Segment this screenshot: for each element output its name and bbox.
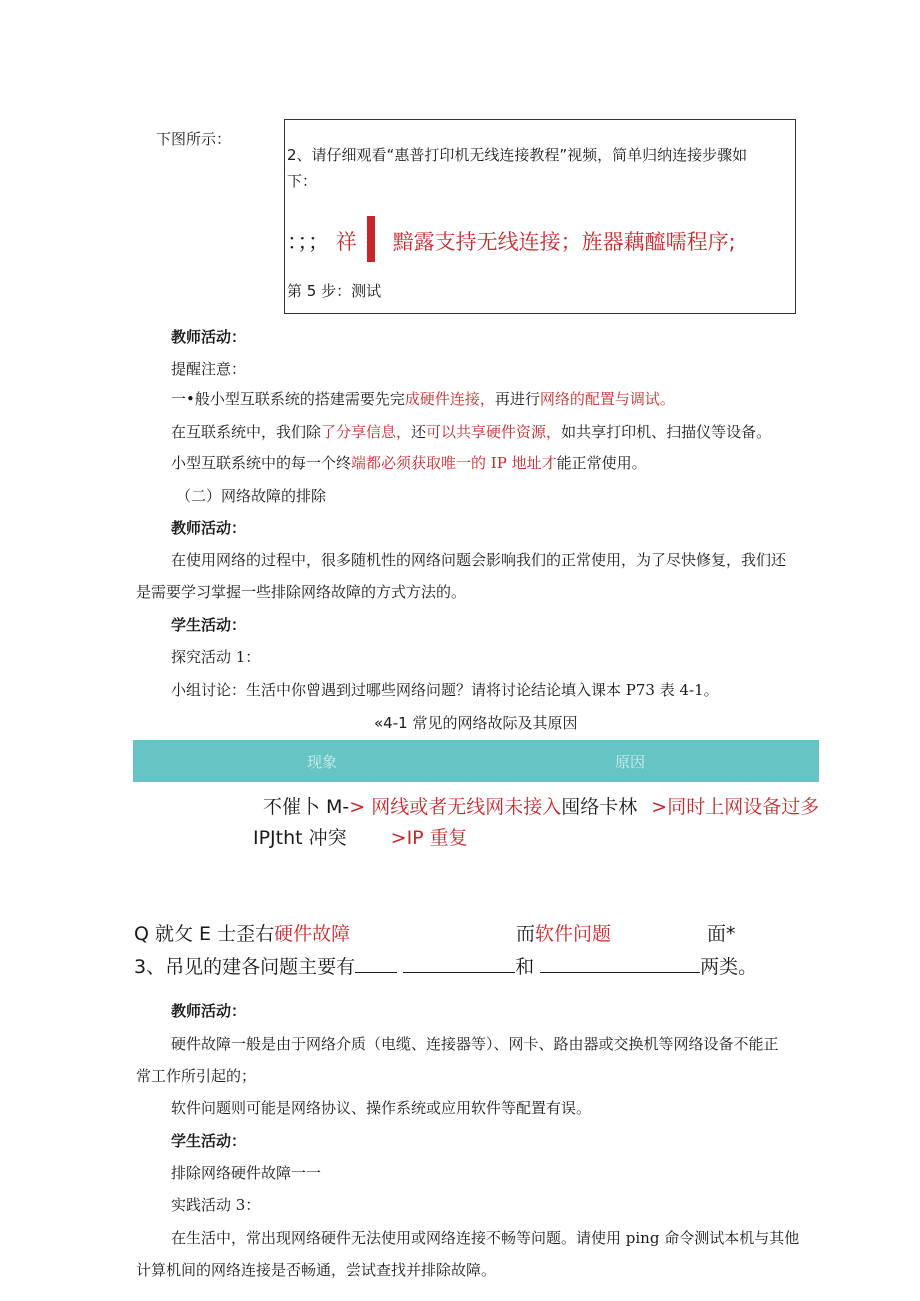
- para5-line2: 常工作所引起的；: [136, 1067, 257, 1085]
- box-line1: 2、请仔细观看“惠普打印机无线连接教程”视频，简单归纳连接步骤如: [287, 146, 748, 164]
- para2-b: 了分享信息，: [321, 423, 412, 441]
- para6: 软件问题则可能是网络协议、操作系统或应用软件等配置有误。: [171, 1099, 592, 1117]
- para7-line1: 在生活中，常出现网络硬件无法使用或网络连接不畅等问题。请使用 ping 命令测试本机与其他: [171, 1229, 800, 1247]
- para1-d: 网络的配置与调试。: [539, 390, 675, 408]
- red-bar-mark: [367, 216, 375, 262]
- teacher-activity-label: 教师活动：: [171, 328, 247, 346]
- fill-row-2: [134, 952, 757, 979]
- fill2-and: 和: [515, 956, 535, 978]
- fill1-hw: 硬件故障: [274, 923, 351, 945]
- blank-3: [540, 954, 700, 973]
- para-reminder-3: [171, 453, 647, 473]
- fill-row-1-end: 面*: [707, 923, 736, 945]
- para-reminder-2: [171, 422, 771, 442]
- header-phenomenon: 现象: [307, 753, 338, 771]
- para-reminder-1: [171, 389, 675, 409]
- para3-c: 能正常使用。: [556, 454, 647, 472]
- table-row-2: [253, 823, 468, 850]
- box-caption: 下图所示：: [156, 130, 232, 148]
- para1-a: 一•般小型互联系统的搭建需要先完: [171, 390, 405, 408]
- steps-red-b: 黯露支持无线连接；旌器藕醯嚅程序;: [392, 230, 736, 254]
- practice-label: 实践活动 3：: [171, 1196, 261, 1214]
- summary-box: [284, 119, 796, 314]
- steps-prefix: ：；；: [287, 230, 329, 254]
- table-row-1: [263, 792, 819, 819]
- para2-c: 还: [411, 423, 427, 441]
- teacher-activity-label-2: 教师活动：: [171, 519, 247, 537]
- row1-c: 囤络卡林: [561, 796, 638, 818]
- row1-a: 不催卜 M-: [263, 796, 350, 818]
- table-caption: «4-1 常见的网络故际及其原因: [374, 714, 578, 732]
- fill1-a: Q 就攵 E 士歪右: [134, 923, 275, 945]
- row2-a: IPJtht 冲突: [253, 827, 347, 849]
- box-step5: 第 5 步：测试: [287, 282, 382, 300]
- para4-line2: 是需要学习掌握一些排除网络故障的方式方法的。: [136, 583, 467, 601]
- para3-a: 小型互联系统中的每一个终: [171, 454, 352, 472]
- reminder-label: 提醒注意：: [171, 360, 247, 378]
- row1-d: >同时上网设备过多: [651, 796, 820, 818]
- para5-line1: 硬件故障一般是由于网络介质（电缆、连接器等）、网卡、路由器或交换机等网络设备不能正: [171, 1035, 779, 1053]
- fill-row-1: [134, 919, 350, 946]
- explore-label: 探究活动 1：: [171, 648, 261, 666]
- fill2-a: 3、吊见的建各问题主要有: [134, 956, 356, 978]
- para3-b: 端都必须获取唯一的 IP 地址才: [351, 454, 557, 472]
- student-activity-label-2: 学生活动：: [171, 1132, 247, 1150]
- para2-a: 在互联系统中，我们除: [171, 423, 322, 441]
- blank-1: [355, 954, 397, 973]
- row1-b: > 网线或者无线网未接入: [349, 796, 562, 818]
- para4-line1: 在使用网络的过程中，很多随机性的网络问题会影响我们的正常使用，为了尽快修复，我们还: [171, 551, 787, 569]
- box-line2: 下：: [287, 172, 318, 190]
- fill1-c: 而: [516, 923, 536, 945]
- box-steps-line: [287, 220, 736, 266]
- exclude-hardware: 排除网络硬件故障一一: [171, 1164, 322, 1182]
- fill-row-1-mid: [516, 919, 611, 946]
- teacher-activity-label-3: 教师活动：: [171, 1002, 247, 1020]
- section-title: （二）网络故障的排除: [176, 487, 327, 505]
- para1-c: 再进行: [494, 390, 540, 408]
- table-header-bar: [133, 740, 819, 782]
- para7-line2: 计算机间的网络连接是否畅通，尝试查找并排除故障。: [136, 1261, 497, 1279]
- para1-b: 成硬件连接，: [404, 390, 495, 408]
- header-cause: 原因: [615, 753, 646, 771]
- row2-b: >IP 重复: [390, 827, 468, 849]
- group-discussion: 小组讨论：生活中你曾遇到过哪些网络问题？请将讨论结论填入课本 P73 表 4-1。: [171, 681, 719, 699]
- para2-d: 可以共享硬件资源，: [426, 423, 562, 441]
- fill2-end: 两类。: [700, 956, 758, 978]
- para2-e: 如共享打印机、扫描仪等设备。: [561, 423, 772, 441]
- student-activity-label: 学生活动：: [171, 616, 247, 634]
- fill1-sw: 软件问题: [535, 923, 612, 945]
- blank-2: [403, 954, 515, 973]
- steps-red-a: 祥: [335, 230, 357, 254]
